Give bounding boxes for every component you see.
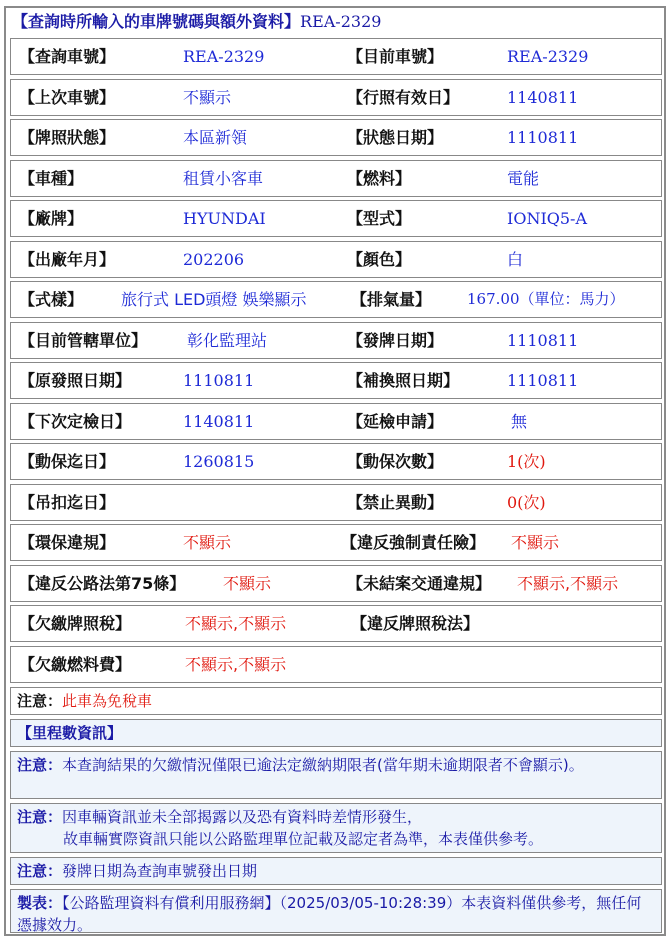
label-insurance-violation: 【違反強制責任險】 bbox=[341, 533, 486, 552]
value-transfer-prohibited: 0(次) bbox=[507, 493, 546, 512]
info-row bbox=[10, 524, 662, 561]
label-env-violation: 【環保違規】 bbox=[19, 533, 116, 552]
label-model: 【型式】 bbox=[347, 209, 412, 228]
info-row bbox=[10, 605, 662, 642]
label-vehicle-type: 【車種】 bbox=[19, 169, 84, 188]
header-plate: REA-2329 bbox=[300, 12, 382, 31]
value-fuel: 電能 bbox=[507, 169, 540, 188]
info-row bbox=[10, 484, 662, 521]
label-license-tax-violation: 【違反牌照稅法】 bbox=[351, 614, 480, 633]
info-row bbox=[10, 565, 662, 602]
info-row bbox=[10, 646, 662, 683]
header-label: 【查詢時所輸入的車牌號碼與額外資料】 bbox=[12, 12, 301, 31]
info-row bbox=[10, 281, 662, 318]
info-row bbox=[10, 362, 662, 399]
value-open-traffic-violation: 不顯示,不顯示 bbox=[517, 574, 619, 593]
label-highway-act-violation: 【違反公路法第75條】 bbox=[19, 574, 186, 593]
note-overdue bbox=[10, 751, 662, 799]
value-env-violation: 不顯示 bbox=[183, 533, 232, 552]
note-text: 發牌日期為查詢車號發出日期 bbox=[62, 862, 258, 880]
info-row bbox=[10, 443, 662, 480]
tax-note-label: 注意： bbox=[17, 692, 63, 710]
info-row bbox=[10, 322, 662, 359]
label-previous-plate: 【上次車號】 bbox=[19, 88, 116, 107]
value-lien-end-date: 1260815 bbox=[183, 452, 255, 471]
tax-note-text: 此車為免稅車 bbox=[62, 692, 153, 710]
value-status-date: 1110811 bbox=[507, 128, 579, 147]
label-lien-count: 【動保次數】 bbox=[347, 452, 444, 471]
note-disclaimer bbox=[10, 803, 662, 853]
value-reissue-date: 1110811 bbox=[507, 371, 579, 390]
label-fuel: 【燃料】 bbox=[347, 169, 412, 188]
info-row bbox=[10, 119, 662, 156]
label-plate-status: 【牌照狀態】 bbox=[19, 128, 116, 147]
note-label: 注意： bbox=[17, 808, 63, 826]
label-brand: 【廠牌】 bbox=[19, 209, 84, 228]
note-text-line1: 因車輛資訊並未全部揭露以及恐有資料時差情形發生， bbox=[62, 808, 423, 826]
value-next-inspection: 1140811 bbox=[183, 412, 255, 431]
label-next-inspection: 【下次定檢日】 bbox=[19, 412, 132, 431]
info-row bbox=[10, 403, 662, 440]
info-row bbox=[10, 160, 662, 197]
label-license-valid-date: 【行照有效日】 bbox=[347, 88, 460, 107]
value-color: 白 bbox=[507, 250, 524, 269]
label-reissue-date: 【補換照日期】 bbox=[347, 371, 460, 390]
note-label: 注意： bbox=[17, 862, 63, 880]
label-color: 【顏色】 bbox=[347, 250, 412, 269]
value-insurance-violation: 不顯示 bbox=[511, 533, 560, 552]
label-original-issue-date: 【原發照日期】 bbox=[19, 371, 132, 390]
value-unpaid-license-tax: 不顯示,不顯示 bbox=[185, 614, 287, 633]
value-displacement: 167.00（單位：馬力） bbox=[467, 290, 625, 308]
report-footer bbox=[10, 889, 662, 933]
label-displacement: 【排氣量】 bbox=[351, 290, 432, 309]
value-inspection-extension: 無 bbox=[511, 412, 528, 431]
value-manufacture-date: 202206 bbox=[183, 250, 245, 269]
label-open-traffic-violation: 【未結案交通違規】 bbox=[347, 574, 492, 593]
value-query-plate: REA-2329 bbox=[183, 47, 265, 66]
label-suspension-end-date: 【吊扣迄日】 bbox=[19, 493, 116, 512]
info-row bbox=[10, 79, 662, 116]
label-style: 【式樣】 bbox=[19, 290, 84, 309]
label-current-plate: 【目前車號】 bbox=[347, 47, 444, 66]
label-unpaid-license-tax: 【欠繳牌照稅】 bbox=[19, 614, 132, 633]
label-transfer-prohibited: 【禁止異動】 bbox=[347, 493, 444, 512]
value-jurisdiction: 彰化監理站 bbox=[187, 331, 268, 350]
value-license-valid-date: 1140811 bbox=[507, 88, 579, 107]
value-style: 旅行式 LED頭燈 娛樂顯示 bbox=[121, 290, 307, 309]
tax-exempt-note bbox=[10, 687, 662, 715]
value-previous-plate: 不顯示 bbox=[183, 88, 232, 107]
note-label: 注意： bbox=[17, 756, 63, 774]
footer-label: 製表： bbox=[17, 894, 63, 912]
label-unpaid-fuel-fee: 【欠繳燃料費】 bbox=[19, 655, 132, 674]
value-unpaid-fuel-fee: 不顯示,不顯示 bbox=[185, 655, 287, 674]
mileage-heading: 【里程數資訊】 bbox=[17, 724, 123, 742]
label-query-plate: 【查詢車號】 bbox=[19, 47, 116, 66]
label-status-date: 【狀態日期】 bbox=[347, 128, 444, 147]
value-lien-count: 1(次) bbox=[507, 452, 546, 471]
footer-text: 【公路監理資料有償利用服務網】（2025/03/05-10:28:39）本表資料僅供參考，無任何憑據效力。 bbox=[17, 894, 642, 934]
note-text: 本查詢結果的欠繳情況僅限已逾法定繳納期限者(當年期未逾期限者不會顯示)。 bbox=[62, 756, 584, 774]
label-manufacture-date: 【出廠年月】 bbox=[19, 250, 116, 269]
label-jurisdiction: 【目前管轄單位】 bbox=[19, 331, 148, 350]
mileage-section bbox=[10, 719, 662, 747]
info-row bbox=[10, 38, 662, 75]
value-plate-status: 本區新領 bbox=[183, 128, 248, 147]
value-original-issue-date: 1110811 bbox=[183, 371, 255, 390]
note-issue-date bbox=[10, 857, 662, 885]
label-lien-end-date: 【動保迄日】 bbox=[19, 452, 116, 471]
value-model: IONIQ5-A bbox=[507, 209, 588, 228]
value-brand: HYUNDAI bbox=[183, 209, 266, 228]
value-current-plate: REA-2329 bbox=[507, 47, 589, 66]
label-inspection-extension: 【延檢申請】 bbox=[347, 412, 444, 431]
info-row bbox=[10, 241, 662, 278]
info-row bbox=[10, 200, 662, 237]
value-highway-act-violation: 不顯示 bbox=[223, 574, 272, 593]
note-text-line2: 故車輛實際資訊只能以公路監理單位記載及認定者為準，本表僅供參考。 bbox=[63, 830, 544, 848]
value-issue-date: 1110811 bbox=[507, 331, 579, 350]
report-frame bbox=[4, 6, 666, 936]
value-vehicle-type: 租賃小客車 bbox=[183, 169, 264, 188]
label-issue-date: 【發牌日期】 bbox=[347, 331, 444, 350]
report-header bbox=[6, 8, 664, 36]
